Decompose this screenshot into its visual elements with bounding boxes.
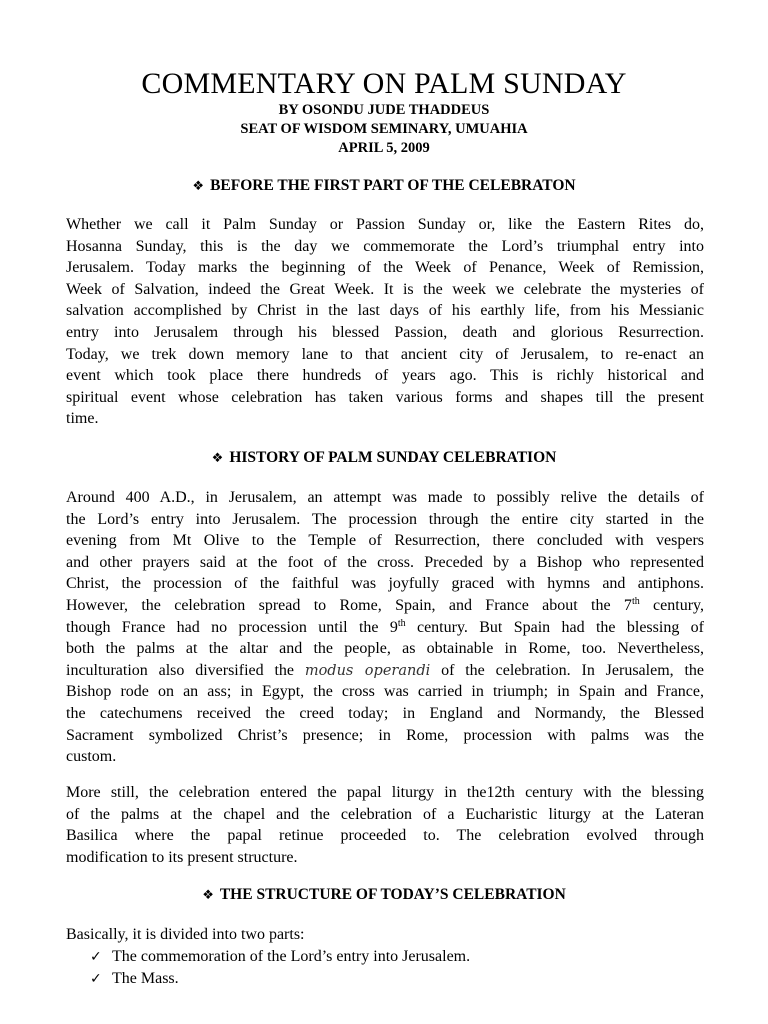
diamond-bullet-icon: ❖ <box>192 179 205 194</box>
text-line: Christ, the procession of the faithful was joyfully graced with hymns and antiphons. <box>66 575 704 593</box>
text-line: event which took place there hundreds of years ago. This is richly historical and <box>66 367 704 385</box>
section-heading-text: BEFORE THE FIRST PART OF THE CELEBRATON <box>210 177 576 194</box>
text-fragment: century, <box>639 596 704 614</box>
text-line: and other prayers said at the foot of the cross. Preceded by a Bishop who represented <box>66 553 704 571</box>
text-line: evening from Mt Olive to the Temple of Resurrection, there concluded with vespers <box>66 532 704 550</box>
checkmark-icon: ✓ <box>90 971 102 987</box>
text-line-with-superscript <box>66 617 704 639</box>
diamond-bullet-icon: ❖ <box>211 451 224 466</box>
text-fragment: inculturation also diversified the <box>66 661 305 679</box>
section-heading-text: HISTORY OF PALM SUNDAY CELEBRATION <box>229 449 557 466</box>
section-heading-before-first-part <box>0 176 768 197</box>
paragraph-intro <box>66 214 704 430</box>
text-line: Around 400 A.D., in Jerusalem, an attempt was made to possibly relive the details of <box>66 489 704 506</box>
ordinal-superscript: th <box>631 595 640 607</box>
text-line-with-superscript <box>66 595 704 617</box>
text-line: both the palms at the altar and the people, as obtainable in Rome, too. Nevertheless, <box>66 640 704 658</box>
text-fragment: However, the celebration spread to Rome, Spain, and France about the 7 <box>66 596 632 614</box>
text-line: the Lord’s entry into Jerusalem. The procession through the entire city started in the <box>66 510 704 528</box>
text-line: Jerusalem. Today marks the beginning of the Week of Penance, Week of Remission, <box>66 259 704 277</box>
text-line: More still, the celebration entered the papal liturgy in the12th century with the blessing <box>66 784 704 801</box>
checkmark-icon: ✓ <box>90 949 102 965</box>
text-fragment: though France had no procession until the 9 <box>66 618 398 636</box>
diamond-bullet-icon: ❖ <box>202 888 214 903</box>
text-line: Whether we call it Palm Sunday or Passion Sunday or, like the Eastern Rites do, <box>66 216 704 233</box>
list-item-text: The commemoration of the Lord’s entry into Jerusalem. <box>112 948 471 965</box>
section-heading-history <box>0 448 768 469</box>
paragraph-papal-liturgy <box>66 782 704 868</box>
text-line: Basilica where the papal retinue proceeded to. The celebration evolved through <box>66 827 704 845</box>
text-line: spiritual event whose celebration has taken various forms and shapes till the present <box>66 388 704 406</box>
text-line: time. <box>66 410 99 428</box>
text-line: the catechumens received the creed today; in England and Normandy, the Blessed <box>66 704 704 722</box>
text-line: modification to its present structure. <box>66 848 298 866</box>
text-line: Today, we trek down memory lane to that ancient city of Jerusalem, to re-enact an <box>66 345 704 363</box>
text-line: Sacrament symbolized Christ’s presence; in Rome, procession with palms was the <box>66 726 704 744</box>
text-line: salvation accomplished by Christ in the last days of his earthly life, from his Messianic <box>66 302 704 320</box>
text-line: Bishop rode on an ass; in Egypt, the cross was carried in triumph; in Spain and France, <box>66 683 704 701</box>
author-line: BY OSONDU JUDE THADDEUS <box>278 102 490 118</box>
list-item <box>90 968 179 990</box>
institution-line: SEAT OF WISDOM SEMINARY, UMUAHIA <box>240 121 528 137</box>
text-line: of the palms at the chapel and the celebration of a Eucharistic liturgy at the Lateran <box>66 805 704 823</box>
italic-phrase: modus operandi <box>304 662 431 679</box>
list-item <box>90 946 470 968</box>
document-title: COMMENTARY ON PALM SUNDAY <box>141 67 627 100</box>
structure-intro <box>66 924 704 946</box>
date-line: APRIL 5, 2009 <box>338 140 430 156</box>
list-item-text: The Mass. <box>112 970 179 987</box>
section-heading-text: THE STRUCTURE OF TODAY’S CELEBRATION <box>219 886 566 903</box>
text-fragment: century. But Spain had the blessing of <box>405 618 705 636</box>
text-line: Hosanna Sunday, this is the day we commemorate the Lord’s triumphal entry into <box>66 237 704 255</box>
text-line: Week of Salvation, indeed the Great Week. It is the week we celebrate the mysteries of <box>66 280 704 298</box>
ordinal-superscript: th <box>397 617 406 629</box>
section-heading-structure <box>0 885 768 906</box>
text-line: Basically, it is divided into two parts: <box>66 926 305 943</box>
text-line-with-italic <box>66 660 704 682</box>
text-line: custom. <box>66 748 117 766</box>
text-fragment: of the celebration. In Jerusalem, the <box>430 661 705 679</box>
paragraph-history <box>66 487 704 768</box>
text-line: entry into Jerusalem through his blessed Passion, death and glorious Resurrection. <box>66 323 704 341</box>
